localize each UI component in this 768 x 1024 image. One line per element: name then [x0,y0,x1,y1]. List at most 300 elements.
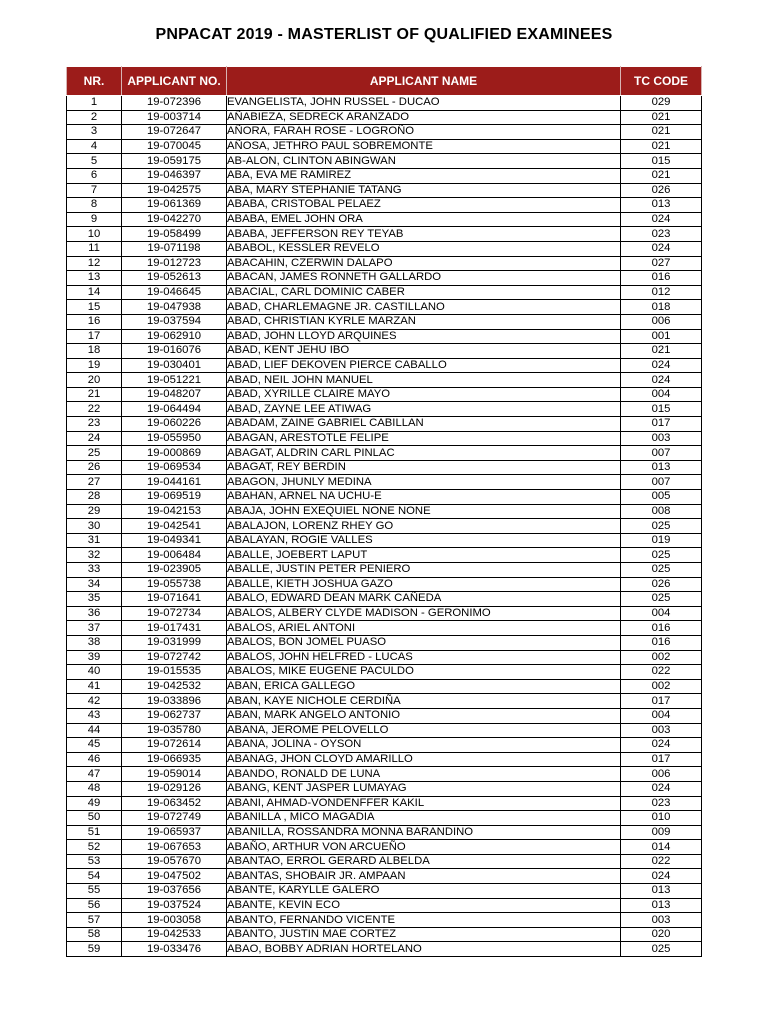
tc-code-cell: 007 [621,475,702,490]
tc-code-cell: 021 [621,139,702,154]
applicant-name-cell: ABANA, JEROME PELOVELLO [227,723,621,738]
tc-code-cell: 025 [621,548,702,563]
table-row [67,212,702,227]
table-row [67,708,702,723]
table-row [67,898,702,913]
applicant-no-cell: 19-031999 [122,635,227,650]
table-row [67,314,702,329]
row-number-cell: 32 [67,548,122,563]
applicant-no-cell: 19-030401 [122,358,227,373]
table-row [67,825,702,840]
applicant-name-cell: ABALLE, KIETH JOSHUA GAZO [227,577,621,592]
table-row [67,402,702,417]
table-row [67,738,702,753]
tc-code-cell: 010 [621,811,702,826]
applicant-name-cell: ABALLE, JOEBERT LAPUT [227,548,621,563]
row-number-cell: 17 [67,329,122,344]
applicant-no-cell: 19-067653 [122,840,227,855]
tc-code-cell: 024 [621,781,702,796]
applicant-name-cell: ABALAYAN, ROGIE VALLES [227,533,621,548]
applicant-no-cell: 19-052613 [122,271,227,286]
tc-code-cell: 022 [621,854,702,869]
table-row [67,373,702,388]
table-row [67,490,702,505]
applicant-name-cell: AÑOSA, JETHRO PAUL SOBREMONTE [227,139,621,154]
row-number-cell: 25 [67,446,122,461]
applicant-name-cell: ABABOL, KESSLER REVELO [227,241,621,256]
applicant-no-cell: 19-070045 [122,139,227,154]
applicant-name-cell: ABALOS, ARIEL ANTONI [227,621,621,636]
table-row [67,446,702,461]
applicant-no-cell: 19-047502 [122,869,227,884]
row-number-cell: 47 [67,767,122,782]
applicant-name-cell: ABANI, AHMAD-VONDENFFER KAKIL [227,796,621,811]
column-header-tc-code: TC CODE [621,67,702,96]
row-number-cell: 45 [67,738,122,753]
applicant-name-cell: ABAÑO, ARTHUR VON ARCUEÑO [227,840,621,855]
row-number-cell: 22 [67,402,122,417]
tc-code-cell: 024 [621,358,702,373]
tc-code-cell: 003 [621,913,702,928]
applicant-no-cell: 19-037594 [122,314,227,329]
applicant-no-cell: 19-017431 [122,621,227,636]
applicant-no-cell: 19-035780 [122,723,227,738]
row-number-cell: 57 [67,913,122,928]
row-number-cell: 16 [67,314,122,329]
table-header-row [67,67,702,96]
tc-code-cell: 024 [621,212,702,227]
table-row [67,504,702,519]
tc-code-cell: 024 [621,869,702,884]
row-number-cell: 14 [67,285,122,300]
row-number-cell: 15 [67,300,122,315]
applicant-name-cell: ABAD, JOHN LLOYD ARQUINES [227,329,621,344]
table-row [67,884,702,899]
applicant-name-cell: ABAD, LIEF DEKOVEN PIERCE CABALLO [227,358,621,373]
applicant-name-cell: ABAD, CHRISTIAN KYRLE MARZAN [227,314,621,329]
table-row [67,183,702,198]
table-row [67,694,702,709]
applicant-name-cell: ABANTE, KARYLLE GALERO [227,884,621,899]
applicant-name-cell: ABABA, CRISTOBAL PELAEZ [227,198,621,213]
row-number-cell: 30 [67,519,122,534]
tc-code-cell: 025 [621,592,702,607]
row-number-cell: 6 [67,168,122,183]
applicant-name-cell: ABAO, BOBBY ADRIAN HORTELANO [227,942,621,957]
row-number-cell: 59 [67,942,122,957]
table-row [67,621,702,636]
applicant-name-cell: ABAD, ZAYNE LEE ATIWAG [227,402,621,417]
applicant-name-cell: ABAGON, JHUNLY MEDINA [227,475,621,490]
applicant-no-cell: 19-051221 [122,373,227,388]
table-row [67,665,702,680]
table-row [67,840,702,855]
table-row [67,519,702,534]
tc-code-cell: 009 [621,825,702,840]
tc-code-cell: 001 [621,329,702,344]
applicant-no-cell: 19-042532 [122,679,227,694]
tc-code-cell: 021 [621,110,702,125]
row-number-cell: 23 [67,417,122,432]
tc-code-cell: 015 [621,154,702,169]
tc-code-cell: 014 [621,840,702,855]
tc-code-cell: 019 [621,533,702,548]
tc-code-cell: 004 [621,387,702,402]
row-number-cell: 37 [67,621,122,636]
tc-code-cell: 017 [621,694,702,709]
tc-code-cell: 008 [621,504,702,519]
applicant-name-cell: AÑORA, FARAH ROSE - LOGROÑO [227,125,621,140]
applicant-name-cell: ABANA, JOLINA - OYSON [227,738,621,753]
table-row [67,650,702,665]
applicant-name-cell: ABAD, NEIL JOHN MANUEL [227,373,621,388]
applicant-name-cell: ABANTAO, ERROL GERARD ALBELDA [227,854,621,869]
applicant-no-cell: 19-003714 [122,110,227,125]
row-number-cell: 26 [67,460,122,475]
applicant-name-cell: ABAN, KAYE NICHOLE CERDIÑA [227,694,621,709]
applicant-name-cell: ABAJA, JOHN EXEQUIEL NONE NONE [227,504,621,519]
tc-code-cell: 024 [621,241,702,256]
row-number-cell: 34 [67,577,122,592]
applicant-name-cell: ABA, MARY STEPHANIE TATANG [227,183,621,198]
tc-code-cell: 017 [621,417,702,432]
tc-code-cell: 016 [621,635,702,650]
applicant-no-cell: 19-072749 [122,811,227,826]
applicant-name-cell: ABACIAL, CARL DOMINIC CABER [227,285,621,300]
row-number-cell: 29 [67,504,122,519]
applicant-no-cell: 19-072614 [122,738,227,753]
table-row [67,241,702,256]
applicant-no-cell: 19-063452 [122,796,227,811]
applicant-name-cell: ABALAJON, LORENZ RHEY GO [227,519,621,534]
tc-code-cell: 003 [621,431,702,446]
table-row [67,344,702,359]
applicant-name-cell: ABAGAT, ALDRIN CARL PINLAC [227,446,621,461]
row-number-cell: 42 [67,694,122,709]
table-row [67,533,702,548]
tc-code-cell: 017 [621,752,702,767]
applicant-no-cell: 19-072734 [122,606,227,621]
table-row [67,679,702,694]
tc-code-cell: 026 [621,577,702,592]
applicant-no-cell: 19-042153 [122,504,227,519]
applicant-no-cell: 19-072647 [122,125,227,140]
applicant-name-cell: ABACAHIN, CZERWIN DALAPO [227,256,621,271]
tc-code-cell: 024 [621,738,702,753]
tc-code-cell: 026 [621,183,702,198]
row-number-cell: 9 [67,212,122,227]
tc-code-cell: 020 [621,927,702,942]
tc-code-cell: 025 [621,942,702,957]
applicant-name-cell: ABANILLA , MICO MAGADIA [227,811,621,826]
table-row [67,358,702,373]
tc-code-cell: 015 [621,402,702,417]
tc-code-cell: 004 [621,606,702,621]
row-number-cell: 31 [67,533,122,548]
table-row [67,767,702,782]
applicant-name-cell: ABANILLA, ROSSANDRA MONNA BARANDINO [227,825,621,840]
row-number-cell: 24 [67,431,122,446]
applicant-name-cell: ABANAG, JHON CLOYD AMARILLO [227,752,621,767]
tc-code-cell: 024 [621,373,702,388]
applicant-no-cell: 19-057670 [122,854,227,869]
applicant-name-cell: ABAN, ERICA GALLEGO [227,679,621,694]
applicant-name-cell: ABALOS, JOHN HELFRED - LUCAS [227,650,621,665]
tc-code-cell: 013 [621,198,702,213]
applicant-no-cell: 19-055950 [122,431,227,446]
page-title: PNPACAT 2019 - MASTERLIST OF QUALIFIED EXAMINEES [155,26,613,43]
applicant-name-cell: ABALLE, JUSTIN PETER PENIERO [227,563,621,578]
applicant-name-cell: ABANTE, KEVIN ECO [227,898,621,913]
table-row [67,431,702,446]
table-row [67,811,702,826]
applicant-no-cell: 19-037524 [122,898,227,913]
table-row [67,110,702,125]
row-number-cell: 50 [67,811,122,826]
applicant-name-cell: ABA, EVA ME RAMIREZ [227,168,621,183]
applicant-no-cell: 19-047938 [122,300,227,315]
applicant-no-cell: 19-003058 [122,913,227,928]
table-row [67,592,702,607]
table-row [67,168,702,183]
tc-code-cell: 023 [621,227,702,242]
tc-code-cell: 018 [621,300,702,315]
applicant-name-cell: ABANTO, FERNANDO VICENTE [227,913,621,928]
applicant-no-cell: 19-062737 [122,708,227,723]
tc-code-cell: 021 [621,125,702,140]
table-row [67,723,702,738]
applicant-no-cell: 19-064494 [122,402,227,417]
table-row [67,927,702,942]
table-body [67,96,702,957]
row-number-cell: 56 [67,898,122,913]
applicant-no-cell: 19-006484 [122,548,227,563]
row-number-cell: 33 [67,563,122,578]
applicant-no-cell: 19-029126 [122,781,227,796]
applicant-no-cell: 19-069534 [122,460,227,475]
tc-code-cell: 002 [621,679,702,694]
table-row [67,139,702,154]
applicant-name-cell: ABAN, MARK ANGELO ANTONIO [227,708,621,723]
applicant-no-cell: 19-033476 [122,942,227,957]
row-number-cell: 46 [67,752,122,767]
table-row [67,125,702,140]
applicant-no-cell: 19-060226 [122,417,227,432]
table-row [67,198,702,213]
row-number-cell: 35 [67,592,122,607]
applicant-no-cell: 19-042270 [122,212,227,227]
table-row [67,913,702,928]
applicant-no-cell: 19-042533 [122,927,227,942]
applicant-name-cell: ABAHAN, ARNEL NA UCHU-E [227,490,621,505]
tc-code-cell: 006 [621,314,702,329]
applicant-no-cell: 19-016076 [122,344,227,359]
applicant-name-cell: EVANGELISTA, JOHN RUSSEL - DUCAO [227,96,621,111]
applicant-no-cell: 19-072396 [122,96,227,111]
applicant-name-cell: AB-ALON, CLINTON ABINGWAN [227,154,621,169]
tc-code-cell: 025 [621,519,702,534]
table-row [67,271,702,286]
table-row [67,460,702,475]
tc-code-cell: 002 [621,650,702,665]
table-row [67,577,702,592]
applicant-name-cell: ABAD, CHARLEMAGNE JR. CASTILLANO [227,300,621,315]
row-number-cell: 19 [67,358,122,373]
row-number-cell: 18 [67,344,122,359]
applicant-name-cell: ABABA, EMEL JOHN ORA [227,212,621,227]
column-header-applicant-name: APPLICANT NAME [227,67,621,96]
table-row [67,606,702,621]
applicant-no-cell: 19-000869 [122,446,227,461]
tc-code-cell: 013 [621,884,702,899]
row-number-cell: 5 [67,154,122,169]
tc-code-cell: 027 [621,256,702,271]
row-number-cell: 28 [67,490,122,505]
row-number-cell: 12 [67,256,122,271]
applicant-name-cell: ABAGAN, ARESTOTLE FELIPE [227,431,621,446]
applicant-no-cell: 19-033896 [122,694,227,709]
table-row [67,548,702,563]
applicant-no-cell: 19-071641 [122,592,227,607]
table-row [67,796,702,811]
tc-code-cell: 021 [621,168,702,183]
applicant-name-cell: ABAD, XYRILLE CLAIRE MAYO [227,387,621,402]
tc-code-cell: 006 [621,767,702,782]
row-number-cell: 8 [67,198,122,213]
table-row [67,869,702,884]
applicant-name-cell: ABANDO, RONALD DE LUNA [227,767,621,782]
applicant-no-cell: 19-061369 [122,198,227,213]
row-number-cell: 55 [67,884,122,899]
table-row [67,227,702,242]
row-number-cell: 2 [67,110,122,125]
row-number-cell: 11 [67,241,122,256]
applicant-name-cell: ABACAN, JAMES RONNETH GALLARDO [227,271,621,286]
table-row [67,942,702,957]
applicant-no-cell: 19-071198 [122,241,227,256]
applicant-no-cell: 19-012723 [122,256,227,271]
row-number-cell: 48 [67,781,122,796]
row-number-cell: 44 [67,723,122,738]
row-number-cell: 36 [67,606,122,621]
row-number-cell: 52 [67,840,122,855]
applicant-name-cell: AÑABIEZA, SEDRECK ARANZADO [227,110,621,125]
row-number-cell: 3 [67,125,122,140]
table-row [67,329,702,344]
applicant-no-cell: 19-048207 [122,387,227,402]
applicant-name-cell: ABANG, KENT JASPER LUMAYAG [227,781,621,796]
tc-code-cell: 005 [621,490,702,505]
applicant-no-cell: 19-046397 [122,168,227,183]
applicant-name-cell: ABALOS, ALBERY CLYDE MADISON - GERONIMO [227,606,621,621]
applicant-no-cell: 19-046645 [122,285,227,300]
applicant-no-cell: 19-069519 [122,490,227,505]
column-header-nr: NR. [67,67,122,96]
applicant-name-cell: ABABA, JEFFERSON REY TEYAB [227,227,621,242]
row-number-cell: 38 [67,635,122,650]
tc-code-cell: 016 [621,621,702,636]
examinees-table [66,66,702,957]
applicant-name-cell: ABADAM, ZAINE GABRIEL CABILLAN [227,417,621,432]
tc-code-cell: 016 [621,271,702,286]
tc-code-cell: 003 [621,723,702,738]
applicant-no-cell: 19-072742 [122,650,227,665]
table-row [67,387,702,402]
applicant-name-cell: ABALO, EDWARD DEAN MARK CAÑEDA [227,592,621,607]
row-number-cell: 1 [67,96,122,111]
applicant-no-cell: 19-037656 [122,884,227,899]
applicant-name-cell: ABALOS, BON JOMEL PUASO [227,635,621,650]
table-row [67,417,702,432]
applicant-name-cell: ABANTO, JUSTIN MAE CORTEZ [227,927,621,942]
row-number-cell: 27 [67,475,122,490]
row-number-cell: 51 [67,825,122,840]
tc-code-cell: 021 [621,344,702,359]
row-number-cell: 40 [67,665,122,680]
row-number-cell: 7 [67,183,122,198]
table-row [67,475,702,490]
applicant-no-cell: 19-049341 [122,533,227,548]
table-row [67,635,702,650]
row-number-cell: 53 [67,854,122,869]
applicant-no-cell: 19-066935 [122,752,227,767]
applicant-no-cell: 19-059014 [122,767,227,782]
applicant-no-cell: 19-058499 [122,227,227,242]
applicant-no-cell: 19-055738 [122,577,227,592]
applicant-no-cell: 19-042541 [122,519,227,534]
tc-code-cell: 022 [621,665,702,680]
row-number-cell: 54 [67,869,122,884]
tc-code-cell: 025 [621,563,702,578]
row-number-cell: 49 [67,796,122,811]
applicant-no-cell: 19-044161 [122,475,227,490]
table-row [67,256,702,271]
applicant-no-cell: 19-015535 [122,665,227,680]
applicant-name-cell: ABANTAS, SHOBAIR JR. AMPAAN [227,869,621,884]
applicant-no-cell: 19-042575 [122,183,227,198]
row-number-cell: 58 [67,927,122,942]
tc-code-cell: 029 [621,96,702,111]
table-row [67,854,702,869]
tc-code-cell: 004 [621,708,702,723]
row-number-cell: 20 [67,373,122,388]
tc-code-cell: 023 [621,796,702,811]
row-number-cell: 21 [67,387,122,402]
table-row [67,300,702,315]
applicant-no-cell: 19-059175 [122,154,227,169]
applicant-no-cell: 19-062910 [122,329,227,344]
table-row [67,781,702,796]
applicant-no-cell: 19-065937 [122,825,227,840]
applicant-no-cell: 19-023905 [122,563,227,578]
tc-code-cell: 013 [621,898,702,913]
row-number-cell: 43 [67,708,122,723]
table-row [67,154,702,169]
row-number-cell: 4 [67,139,122,154]
column-header-applicant-no: APPLICANT NO. [122,67,227,96]
applicant-name-cell: ABAD, KENT JEHU IBO [227,344,621,359]
table-row [67,752,702,767]
table-row [67,563,702,578]
table-row [67,96,702,111]
row-number-cell: 10 [67,227,122,242]
table-row [67,285,702,300]
row-number-cell: 13 [67,271,122,286]
tc-code-cell: 007 [621,446,702,461]
tc-code-cell: 012 [621,285,702,300]
row-number-cell: 39 [67,650,122,665]
row-number-cell: 41 [67,679,122,694]
